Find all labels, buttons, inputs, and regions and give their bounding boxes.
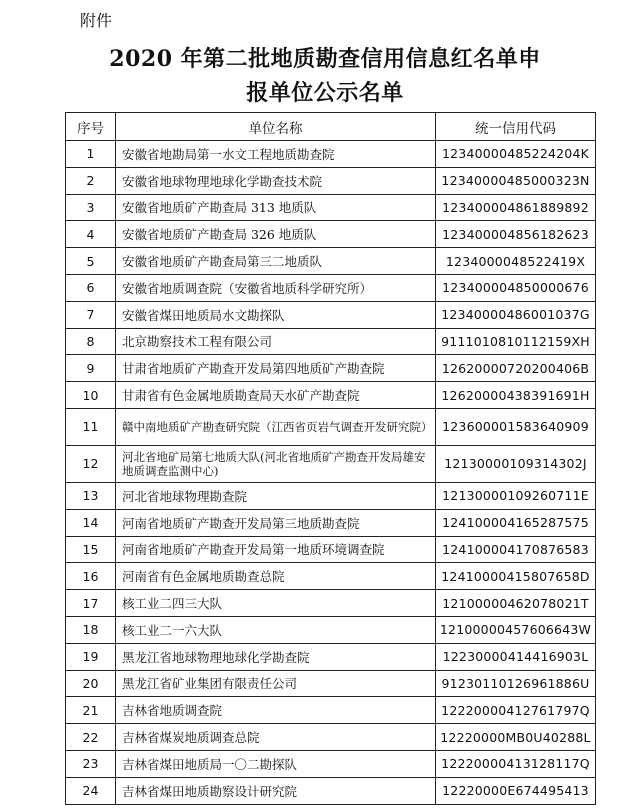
unit-name: 吉林省煤炭地质调查总院 — [116, 724, 436, 751]
credit-code: 12340000486001037G — [436, 301, 596, 328]
row-number: 23 — [66, 750, 116, 777]
row-number: 17 — [66, 590, 116, 617]
unit-name: 安徽省地球物理地球化学勘查技术院 — [116, 167, 436, 194]
table-row — [66, 382, 596, 409]
table-row — [66, 194, 596, 221]
unit-name: 安徽省地质矿产勘查局第三二地质队 — [116, 248, 436, 275]
table-row — [66, 301, 596, 328]
unit-name: 安徽省煤田地质局水文勘探队 — [116, 301, 436, 328]
credit-code: 12100000462078021T — [436, 590, 596, 617]
document-title-line-2: 报单位公示名单 — [246, 80, 404, 106]
credit-code: 12620000720200406B — [436, 355, 596, 382]
credit-code: 12100000457606643W — [436, 616, 596, 643]
table-row — [66, 141, 596, 168]
row-number: 20 — [66, 670, 116, 697]
unit-name: 吉林省煤田地质局一〇二勘探队 — [116, 750, 436, 777]
credit-code: 123400004850000676 — [436, 274, 596, 301]
unit-name: 核工业二四三大队 — [116, 590, 436, 617]
unit-name: 安徽省地质调查院（安徽省地质科学研究所） — [116, 274, 436, 301]
unit-name: 甘肃省地质矿产勘查开发局第四地质矿产勘查院 — [116, 355, 436, 382]
table-row — [66, 445, 596, 482]
unit-name: 安徽省地质矿产勘查局 326 地质队 — [116, 221, 436, 248]
row-number: 3 — [66, 194, 116, 221]
unit-name: 黑龙江省矿业集团有限责任公司 — [116, 670, 436, 697]
table-row — [66, 167, 596, 194]
unit-name: 北京勘察技术工程有限公司 — [116, 328, 436, 355]
table-row — [66, 616, 596, 643]
table-row — [66, 328, 596, 355]
unit-name: 安徽省地质矿产勘查局 313 地质队 — [116, 194, 436, 221]
row-number: 5 — [66, 248, 116, 275]
table-header-row — [66, 113, 596, 141]
table-row — [66, 697, 596, 724]
document-title-line-1: 2020 年第二批地质勘查信用信息红名单申 — [109, 46, 541, 72]
table-row — [66, 355, 596, 382]
row-number: 4 — [66, 221, 116, 248]
credit-code: 12220000E674495413 — [436, 777, 596, 804]
row-number: 2 — [66, 167, 116, 194]
credit-code: 12340000485000323N — [436, 167, 596, 194]
table-row — [66, 670, 596, 697]
row-number: 15 — [66, 536, 116, 563]
row-number: 12 — [66, 445, 116, 482]
table-row — [66, 724, 596, 751]
unit-name: 核工业二一六大队 — [116, 616, 436, 643]
row-number: 9 — [66, 355, 116, 382]
credit-code: 123400004856182623 — [436, 221, 596, 248]
unit-name: 赣中南地质矿产勘查研究院（江西省页岩气调查开发研究院） — [116, 408, 436, 445]
header-credit-code: 统一信用代码 — [436, 113, 596, 141]
credit-code: 12130000109314302J — [436, 445, 596, 482]
row-number: 13 — [66, 482, 116, 509]
credit-code: 12130000109260711E — [436, 482, 596, 509]
credit-code: 124100004170876583 — [436, 536, 596, 563]
unit-name: 甘肃省有色金属地质勘查局天水矿产勘查院 — [116, 382, 436, 409]
credit-code: 12220000MB0U40288L — [436, 724, 596, 751]
row-number: 24 — [66, 777, 116, 804]
unit-name: 河北省地球物理勘查院 — [116, 482, 436, 509]
table-row — [66, 643, 596, 670]
table-row — [66, 509, 596, 536]
row-number: 6 — [66, 274, 116, 301]
credit-code: 12410000415807658D — [436, 563, 596, 590]
unit-name: 吉林省地质调查院 — [116, 697, 436, 724]
table-row — [66, 274, 596, 301]
credit-code: 12620000438391691H — [436, 382, 596, 409]
credit-code: 9111010810112159XH — [436, 328, 596, 355]
table-row — [66, 408, 596, 445]
credit-code: 1234000048522419X — [436, 248, 596, 275]
row-number: 1 — [66, 141, 116, 168]
credit-code: 12230000414416903L — [436, 643, 596, 670]
table-row — [66, 482, 596, 509]
table-row — [66, 221, 596, 248]
credit-code: 12220000413128117Q — [436, 750, 596, 777]
unit-name: 河南省地质矿产勘查开发局第三地质勘查院 — [116, 509, 436, 536]
row-number: 19 — [66, 643, 116, 670]
unit-name: 吉林省煤田地质勘察设计研究院 — [116, 777, 436, 804]
unit-name: 黑龙江省地球物理地球化学勘查院 — [116, 643, 436, 670]
row-number: 22 — [66, 724, 116, 751]
row-number: 14 — [66, 509, 116, 536]
registry-table — [65, 112, 596, 805]
row-number: 16 — [66, 563, 116, 590]
row-number: 8 — [66, 328, 116, 355]
credit-code: 91230110126961886U — [436, 670, 596, 697]
table-row — [66, 777, 596, 804]
row-number: 11 — [66, 408, 116, 445]
row-number: 10 — [66, 382, 116, 409]
credit-code: 123400004861889892 — [436, 194, 596, 221]
unit-name: 河南省地质矿产勘查开发局第一地质环境调查院 — [116, 536, 436, 563]
credit-code: 123600001583640909 — [436, 408, 596, 445]
table-row — [66, 563, 596, 590]
unit-name: 河北省地矿局第七地质大队(河北省地质矿产勘查开发局雄安地质调查监测中心) — [116, 445, 436, 482]
table-row — [66, 750, 596, 777]
credit-code: 124100004165287575 — [436, 509, 596, 536]
table-row — [66, 590, 596, 617]
row-number: 18 — [66, 616, 116, 643]
row-number: 7 — [66, 301, 116, 328]
attachment-label: 附件 — [80, 11, 113, 30]
header-serial-number: 序号 — [66, 113, 116, 141]
credit-code: 12340000485224204K — [436, 141, 596, 168]
header-unit-name: 单位名称 — [116, 113, 436, 141]
unit-name: 河南省有色金属地质勘查总院 — [116, 563, 436, 590]
credit-code: 12220000412761797Q — [436, 697, 596, 724]
row-number: 21 — [66, 697, 116, 724]
table-row — [66, 536, 596, 563]
table-row — [66, 248, 596, 275]
unit-name: 安徽省地勘局第一水文工程地质勘查院 — [116, 141, 436, 168]
